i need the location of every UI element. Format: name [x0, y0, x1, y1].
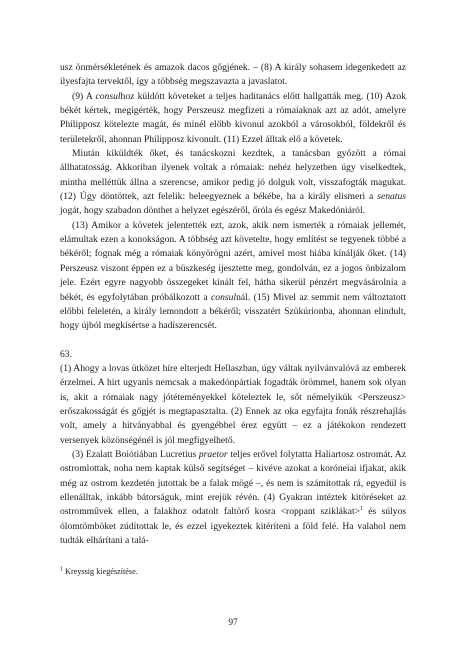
page-number: 97 [228, 618, 238, 628]
body-text [60, 61, 406, 548]
footnote-text: Kreyssig kiegészítése. [65, 567, 138, 576]
paragraph-4: (13) Amikor a követek jelentették ezt, azok, akik nem ismerték a rómaiak jellemét, elámultak ezen a konokságon. A többség azt követelte, hogy említést se tegyenek többé a békéről; fognak még a rómaiak könyörögni azért, amivel most hiába kínálják őket. (14) Perszeusz viszont éppen ez a büszkeség ijesztette meg, gondolván, ez a jogos önbizalom jele. Ezért egyre nagyobb összegeket kínált fel, hátha sikerül pénzért megvásárolnia a békét, és egyfolytában próbálkozott a consulnál. (15) Mivel az semmit nem változtatott előbbi feleletén, a király lemondott a békéről; visszatért Szükúrionba, ahonnan elindult, hogy újból megkísértse a hadiszerencsét. [60, 219, 406, 332]
footnote-reference: 1 [360, 506, 364, 513]
paragraph-2: (9) A consulhoz küldött követeket a teljes haditanács előtt hallgatták meg. (10) Azok békét kértek, megígérték, hogy Perszeusz megfizeti a rómaiaknak azt az adót, amelyre Philipposz kötelezte magát, és minél előbb kivonul azokból a városokból, földekről és területekről, ahonnan Philipposz kivonult. (11) Ezzel álltak elő a követek. [60, 90, 406, 145]
paragraph-5: (1) Ahogy a lovas ütközet híre elterjedt Hellaszban, úgy váltak nyilvánvalóvá az emberek érzelmei. A hírt ugyanis nemcsak a makedónpártiak fogadták örömmel, hanem sok olyan is, akit a rómaiak nagy jótéteményekkel köteleztek le, sőt némelyikük <Perszeusz> erőszakosságát és gőgjét is megtapasztalta. (2) Ennek az oka egyfajta fonák részrehajlás volt, amely a hitványabbal és gyengébbel érez együtt – ez a játékokon rendezett versenyek közönségénél is jól megfigyelhető. [60, 362, 406, 446]
footnote [60, 566, 406, 577]
paragraph-6: (3) Ezalatt Boiótiában Lucretius praetor teljes erővel folytatta Haliartosz ostromát. Az ostromlottak, noha nem kaptak külső segítséget – kivéve azokat a koróneiai ifjakat, akik még az ostrom kezdetén jutottak be a falak mögé –, és nem is számítottak rá, egyedül is ellenálltak, inkább bátorságuk, mint erejük révén. (4) Gyakran intéztek kitöréseket az ostromművek ellen, a falakhoz odatolt faltörő kosra <roppant sziklákat>$^1$ és súlyos ólomtömböket zúdítottak le, és ezzel igyekeztek kitéríteni a föld felé. Ha valahol nem tudták elhárítani a talá- [60, 448, 407, 546]
paragraph-1: usz önmérsékletének és amazok dacos gőgjének. – (8) A király sohasem idegenkedett az ilyesfajta tervektől, így a többség megszavazta a javaslatot. [60, 62, 406, 88]
footnote-marker: 1 [60, 566, 63, 573]
section-number: 63. [60, 348, 72, 360]
paragraph-3: Miután kiküldték őket, és tanácskozni kezdtek, a tanácsban győzött a római állhatatosság. Akkoriban ilyenek voltak a rómaiak: nehéz helyzetben úgy viselkedtek, mintha melléttük állna a szerencse, amikor pedig jó dolguk volt, visszafogták magukat. (12) Úgy döntöttek, azt felelik: beleegyeznek a békébe, ha a király elismeri a senatus jogát, hogy szabadon dönthet a helyzet egészéről, őróla és egész Makedóniáról. [60, 148, 406, 217]
